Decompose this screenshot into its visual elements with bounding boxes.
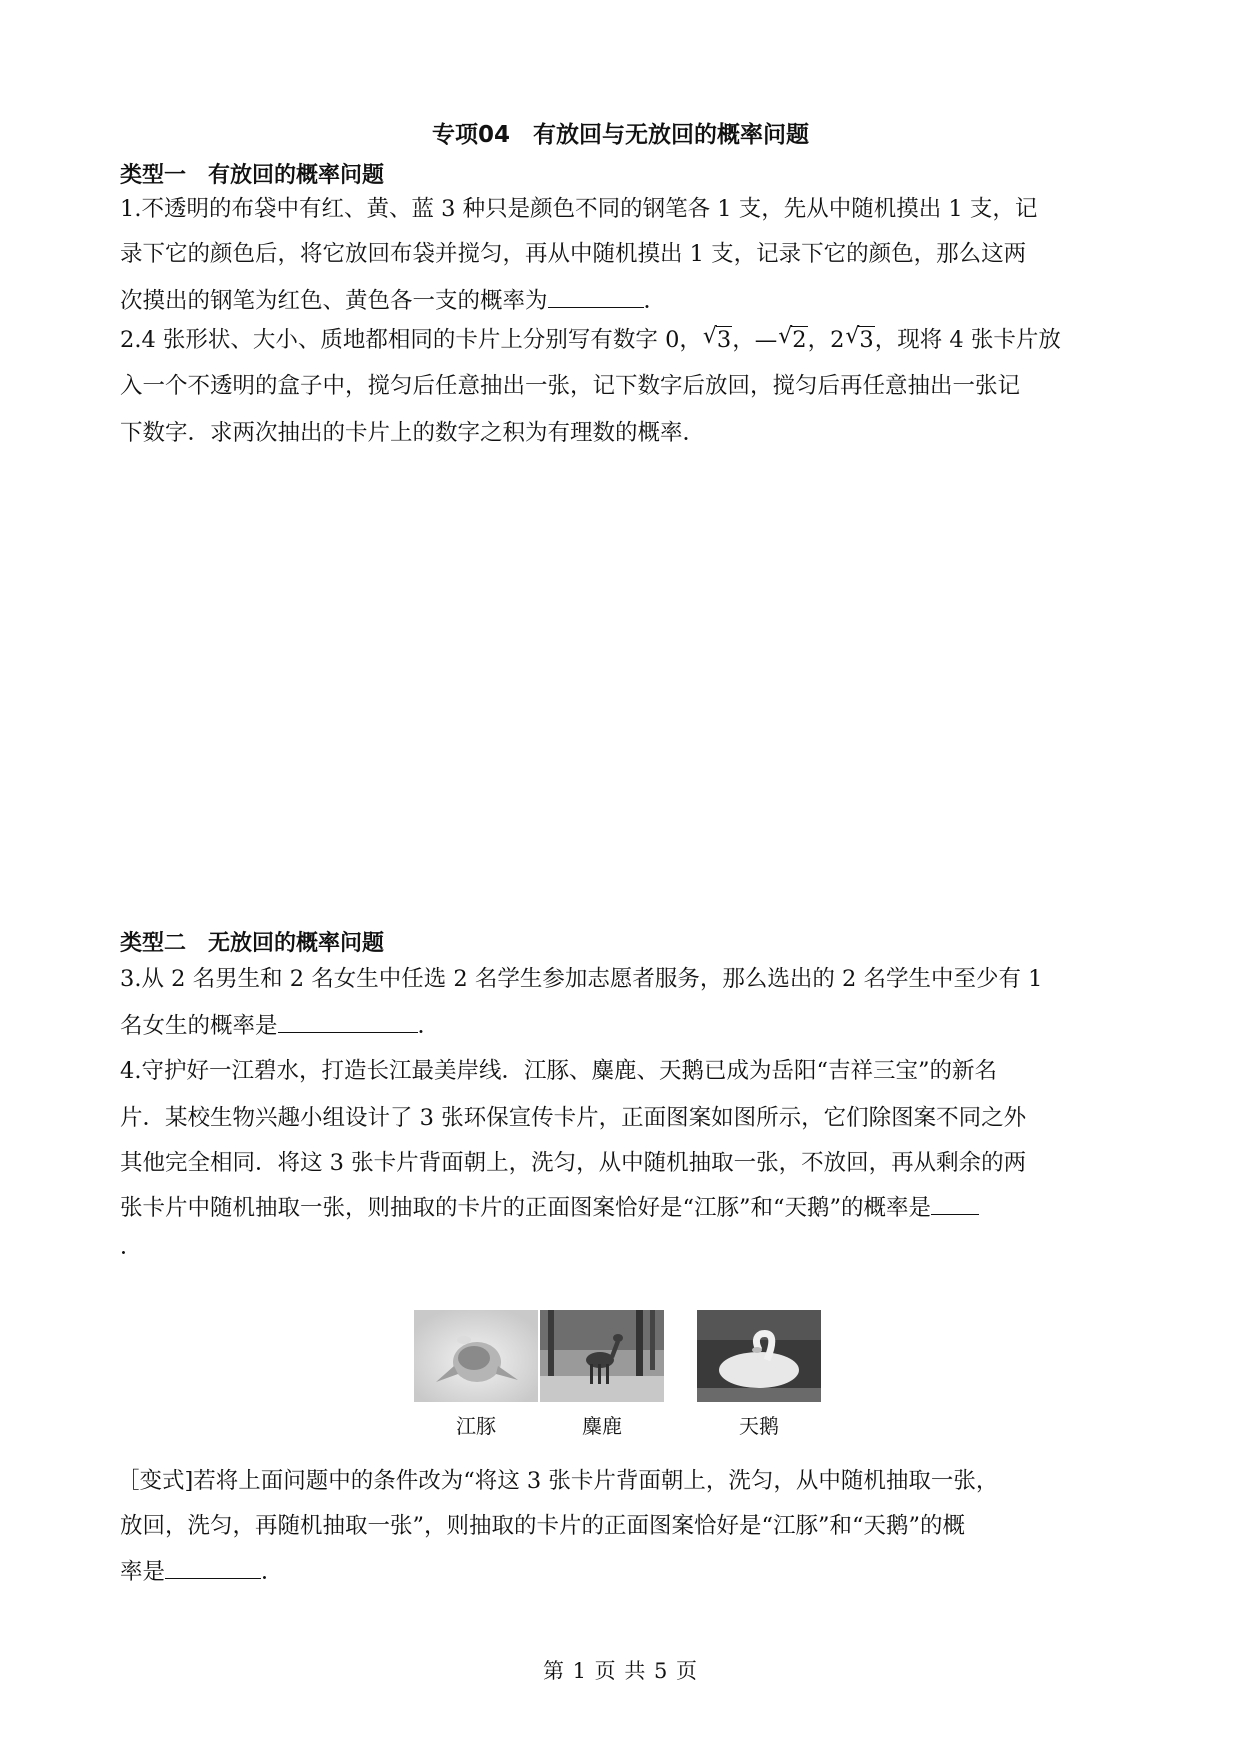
variant-text: 率是 [120, 1559, 166, 1585]
q1-text: 次摸出的钢笔为红色、黄色各一支的概率为 [120, 288, 548, 314]
q4-line-2: 片．某校生物兴趣小组设计了 3 张环保宣传卡片，正面图案如图所示，它们除图案不同之外 [120, 1105, 1027, 1131]
q1-end: ． [643, 288, 667, 314]
q3-line-2 [120, 1009, 1130, 1043]
q2-line-3: 下数字．求两次抽出的卡片上的数字之积为有理数的概率． [120, 420, 706, 446]
deer-image [540, 1310, 664, 1402]
sqrt-3: √ 3 [702, 324, 732, 353]
q4-line-5: ． [120, 1234, 143, 1260]
swan-image [697, 1310, 821, 1402]
section-heading-2: 类型二 无放回的概率问题 [120, 931, 385, 956]
q2-sep-2: ，2 [807, 327, 845, 353]
q3-line-1: 3.从 2 名男生和 2 名女生中任选 2 名学生参加志愿者服务，那么选出的 2 名学生中至少有 1 [120, 966, 1043, 992]
q4-line-4 [120, 1191, 1130, 1225]
q4-text: 张卡片中随机抽取一张，则抽取的卡片的正面图案恰好是“江豚”和“天鹅”的概率是 [120, 1195, 932, 1221]
page-footer: 第 1 页 共 5 页 [542, 1659, 699, 1683]
sqrt-3b: √ 3 [845, 324, 874, 353]
variant-end: ． [261, 1559, 284, 1585]
caption-swan: 天鹅 [739, 1414, 779, 1438]
q3-answer-blank[interactable] [278, 1012, 418, 1033]
q4-line-3: 其他完全相同．将这 3 张卡片背面朝上，洗匀，从中随机抽取一张，不放回，再从剩余的两 [120, 1150, 1027, 1176]
q1-line-3 [120, 284, 1130, 318]
sqrt-2: √ 2 [778, 324, 807, 353]
variant-line-2: 放回，洗匀，再随机抽取一张”，则抽取的卡片的正面图案恰好是“江豚”和“天鹅”的概 [120, 1513, 966, 1539]
caption-deer: 麋鹿 [582, 1414, 622, 1438]
section-heading-1: 类型一 有放回的概率问题 [120, 163, 385, 188]
q1-answer-blank[interactable] [548, 287, 644, 308]
q3-end: ． [417, 1013, 441, 1039]
q4-line-1: 4.守护好一江碧水，打造长江最美岸线．江豚、麋鹿、天鹅已成为岳阳“吉祥三宝”的新名 [120, 1058, 997, 1084]
page-title: 专项04 有放回与无放回的概率问题 [431, 122, 809, 148]
q2-text-b: ，现将 4 张卡片放 [874, 327, 1061, 353]
q1-line-2: 录下它的颜色后，将它放回布袋并搅匀，再从中随机摸出 1 支，记录下它的颜色，那么这两 [120, 241, 1027, 267]
q2-line-2: 入一个不透明的盒子中，搅匀后任意抽出一张，记下数字后放回，搅匀后再任意抽出一张记 [120, 373, 1021, 399]
q2-line-1 [120, 323, 1130, 357]
q4-answer-blank[interactable] [931, 1194, 979, 1215]
q3-text: 名女生的概率是 [120, 1013, 278, 1039]
q2-text-a: 2.4 张形状、大小、质地都相同的卡片上分别写有数字 0， [120, 327, 702, 353]
variant-line-1: ［变式]若将上面问题中的条件改为“将这 3 张卡片背面朝上，洗匀，从中随机抽取一张， [117, 1468, 999, 1494]
q1-line-1: 1.不透明的布袋中有红、黄、蓝 3 种只是颜色不同的钢笔各 1 支，先从中随机摸出 1 支，记 [120, 196, 1038, 222]
variant-answer-blank[interactable] [165, 1558, 261, 1579]
variant-line-3 [120, 1555, 1130, 1589]
q2-sep-1: ，— [732, 327, 778, 353]
caption-dolphin: 江豚 [456, 1414, 496, 1438]
dolphin-image [414, 1310, 538, 1402]
